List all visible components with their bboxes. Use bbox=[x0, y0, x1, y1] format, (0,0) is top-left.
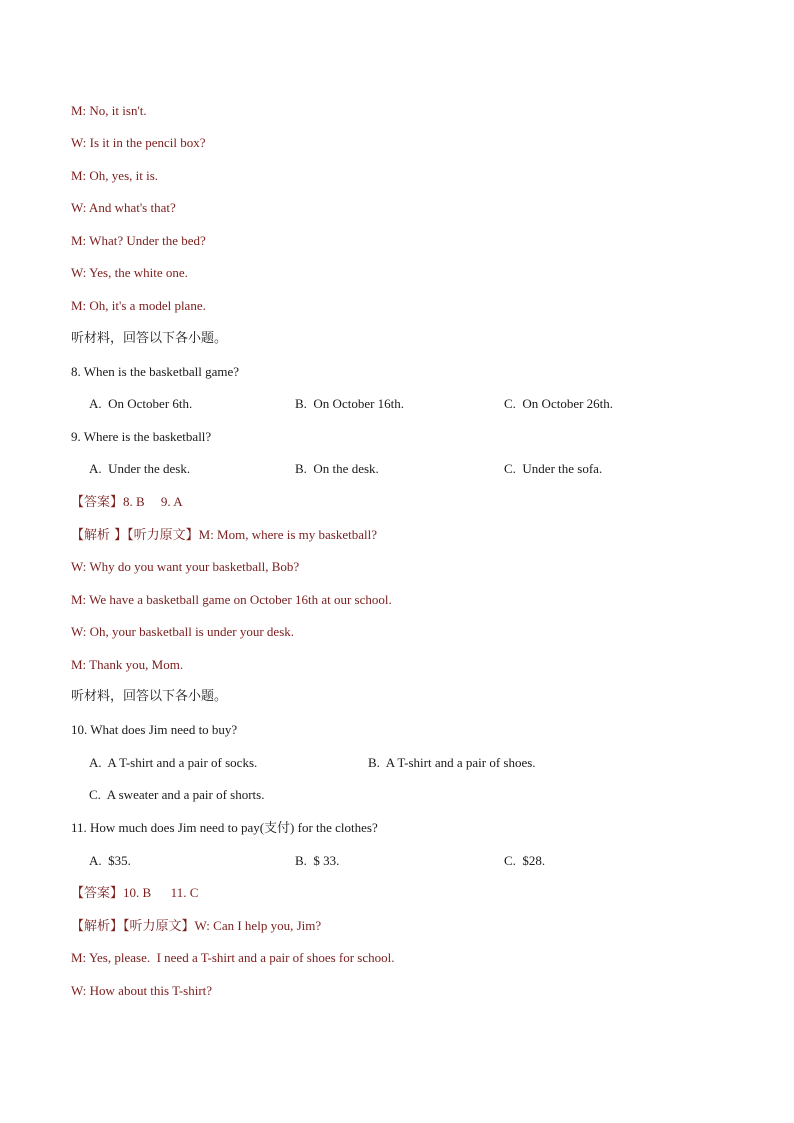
dialogue-line: W: How about this T-shirt? bbox=[71, 983, 213, 998]
analysis-label: 【解析 】【听力原文】 bbox=[71, 528, 199, 543]
answer-line bbox=[71, 885, 198, 902]
dialogue-line: W: Oh, your basketball is under your desk. bbox=[71, 624, 294, 639]
option-c: C. $28. bbox=[504, 853, 546, 868]
dialogue-line: M: Yes, please. I need a T-shirt and a pair of shoes for school. bbox=[71, 950, 395, 965]
option-b: B. A T-shirt and a pair of shoes. bbox=[368, 755, 536, 770]
option-b: B. On October 16th. bbox=[295, 396, 405, 411]
instruction-text: 听材料，回答以下各小题。 bbox=[71, 331, 228, 346]
dialogue-line: M: Oh, it's a model plane. bbox=[71, 298, 206, 313]
answer-text: 10. B 11. C bbox=[123, 885, 199, 900]
analysis-label: 【解析】【听力原文】 bbox=[71, 919, 195, 934]
option-c: C. Under the sofa. bbox=[504, 461, 603, 476]
instruction-text: 听材料，回答以下各小题。 bbox=[71, 689, 228, 704]
option-b: B. On the desk. bbox=[295, 461, 379, 476]
option-a: A. On October 6th. bbox=[89, 396, 193, 411]
analysis-text: W: Can I help you, Jim? bbox=[194, 918, 322, 933]
answer-text: 8. B 9. A bbox=[123, 494, 183, 509]
dialogue-line: M: What? Under the bed? bbox=[71, 233, 206, 248]
option-a: A. $35. bbox=[89, 853, 131, 868]
analysis-line bbox=[71, 527, 377, 544]
dialogue-line: W: Why do you want your basketball, Bob? bbox=[71, 559, 300, 574]
dialogue-line: W: Is it in the pencil box? bbox=[71, 135, 206, 150]
answer-line bbox=[71, 494, 183, 511]
dialogue-line: W: Yes, the white one. bbox=[71, 265, 188, 280]
analysis-text: M: Mom, where is my basketball? bbox=[198, 527, 377, 542]
option-c: C. A sweater and a pair of shorts. bbox=[89, 787, 265, 802]
question-stem: 10. What does Jim need to buy? bbox=[71, 722, 238, 737]
option-c: C. On October 26th. bbox=[504, 396, 614, 411]
dialogue-line: W: And what's that? bbox=[71, 200, 176, 215]
dialogue-line: M: We have a basketball game on October 16th at our school. bbox=[71, 592, 392, 607]
question-stem: 9. Where is the basketball? bbox=[71, 429, 212, 444]
answer-label: 【答案】 bbox=[71, 886, 124, 901]
analysis-line bbox=[71, 918, 321, 935]
option-a: A. A T-shirt and a pair of socks. bbox=[89, 755, 258, 770]
dialogue-line: M: Oh, yes, it is. bbox=[71, 168, 159, 183]
question-stem: 8. When is the basketball game? bbox=[71, 364, 239, 379]
option-a: A. Under the desk. bbox=[89, 461, 191, 476]
question-stem: 11. How much does Jim need to pay(支付) for the clothes? bbox=[71, 820, 378, 835]
dialogue-line: M: Thank you, Mom. bbox=[71, 657, 184, 672]
answer-label: 【答案】 bbox=[71, 495, 124, 510]
option-b: B. $ 33. bbox=[295, 853, 340, 868]
dialogue-line: M: No, it isn't. bbox=[71, 103, 147, 118]
